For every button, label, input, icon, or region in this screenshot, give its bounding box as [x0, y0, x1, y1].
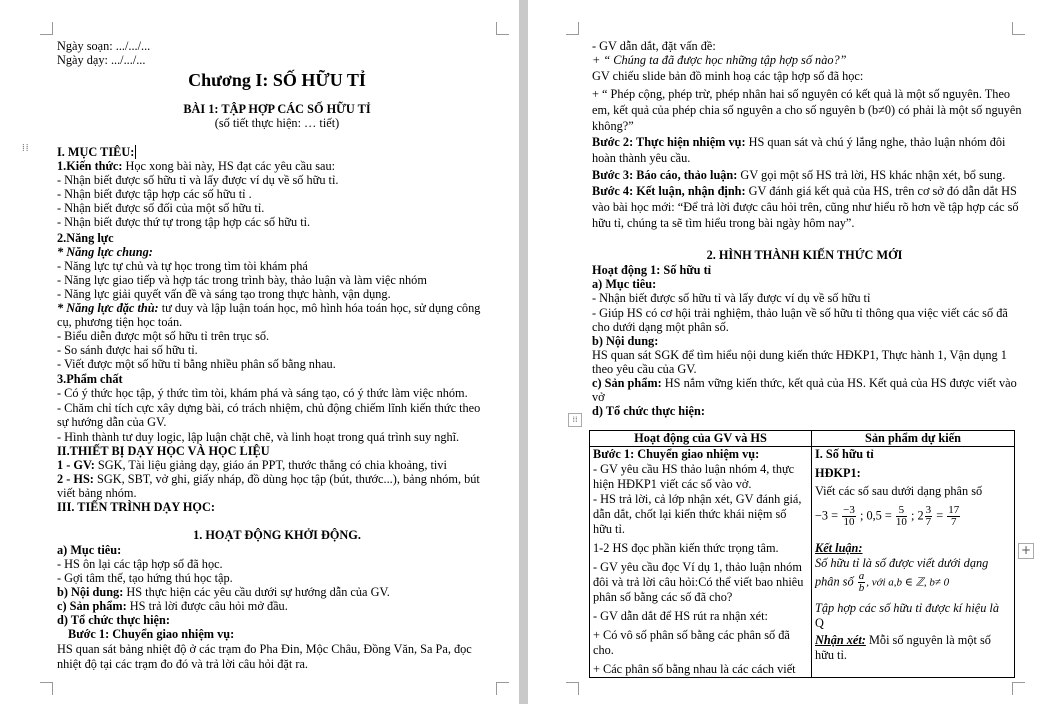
objective-item[interactable]: - HS ôn lại các tập hợp số đã học. [57, 557, 223, 571]
product-line[interactable]: c) Sản phẩm: HS trả lời được câu hỏi mở đầu. [57, 599, 288, 613]
table-header-teacher-student[interactable]: Hoạt động của GV và HS [590, 431, 812, 447]
table-line: đôi và trả lời câu hỏi:Có thể viết bao nhiêu [593, 575, 804, 589]
competence-heading[interactable]: 2.Năng lực [57, 231, 114, 245]
table-cell-activities[interactable] [590, 447, 812, 678]
step-1-label[interactable]: Bước 1: Chuyển giao nhiệm vụ: [68, 627, 235, 641]
content-item[interactable]: theo yêu cầu của GV. [592, 362, 697, 376]
knowledge-item[interactable]: - Nhận biết được số hữu tỉ và lấy được ví dụ về số hữu tỉ. [57, 173, 339, 187]
crop-mark [496, 682, 509, 695]
table-cell-products[interactable] [812, 447, 1015, 678]
activity-heading-2[interactable]: 2. HÌNH THÀNH KIẾN THỨC MỚI [706, 248, 903, 262]
date-prepared[interactable]: Ngày soạn: .../.../... [57, 39, 151, 53]
equipment-student[interactable]: 2 - HS: SGK, SBT, vở ghi, giấy nháp, đồ dùng học tập (bút, thước...), bảng nhóm, bút [57, 472, 480, 486]
table-step-label: Bước 1: Chuyển giao nhiệm vụ: [593, 447, 760, 461]
table-line: dẫn dắt, chốt lại kiến thức khái niệm số [593, 507, 787, 521]
intro-question[interactable]: + “ Chúng ta đã được học những tập hợp số nào?” [592, 53, 847, 67]
table-header-row [590, 431, 1015, 447]
step-1-text[interactable]: HS quan sát bảng nhiệt độ ở các trạm đo Pha Đin, Mộc Châu, Đồng Văn, Sa Pa, đọc [57, 642, 472, 656]
math-text: ; 0,5 = [859, 508, 892, 523]
section-equipment[interactable]: II.THIẾT BỊ DẠY HỌC VÀ HỌC LIỆU [57, 444, 270, 458]
step-2[interactable]: Bước 2: Thực hiện nhiệm vụ: HS quan sát và chú ý lắng nghe, thảo luận nhóm đôi [592, 135, 1006, 149]
step-3[interactable]: Bước 3: Báo cáo, thảo luận: GV gọi một số HS trả lời, HS khác nhận xét, bổ sung. [592, 168, 1006, 182]
intro-line[interactable]: không?” [592, 119, 634, 133]
document-page-1 [0, 0, 519, 704]
quality-item[interactable]: - Chăm chỉ tích cực xây dựng bài, có trách nhiệm, chủ động chiếm lĩnh kiến thức theo [57, 401, 481, 415]
objective-item[interactable]: - Giúp HS có cơ hội trải nghiệm, thảo luận về số hữu tỉ thông qua việc viết các số đã [592, 306, 1008, 320]
special-competence-item[interactable]: - Viết được một số hữu tỉ bằng nhiều phân số bằng nhau. [57, 357, 336, 371]
objective-item[interactable]: - Gợi tâm thế, tạo hứng thú học tập. [57, 571, 233, 585]
content-label[interactable]: b) Nội dung: [592, 334, 659, 348]
table-line: phân số bằng các số đã cho? [593, 590, 733, 604]
organization-label[interactable]: d) Tổ chức thực hiện: [57, 613, 170, 627]
table-line: - GV yêu cầu đọc Ví dụ 1, thảo luận nhóm [593, 560, 802, 574]
quality-item[interactable]: - Có ý thức học tập, ý thức tìm tòi, khám phá và sáng tạo, có ý thức làm việc nhóm. [57, 386, 468, 400]
section-objectives[interactable]: I. MỤC TIÊU: [57, 145, 135, 159]
math-text: = [936, 508, 944, 523]
crop-mark [566, 682, 579, 695]
hdkp1-task: Viết các số sau dưới dạng phân số [815, 484, 983, 498]
knowledge-item[interactable]: - Nhận biết được tập hợp các số hữu tỉ . [57, 187, 252, 201]
math-text: ; 2 [911, 508, 924, 523]
crop-mark [1012, 22, 1025, 35]
fraction: $\frac{5}{10}$ [895, 504, 907, 528]
table-line: + Có vô số phân số bằng các phân số đã [593, 628, 790, 642]
special-competence-item[interactable]: - So sánh được hai số hữu tỉ. [57, 343, 198, 357]
chapter-title[interactable]: Chương I: SỐ HỮU TỈ [188, 70, 366, 90]
special-competence-heading[interactable]: * Năng lực đặc thù: tư duy và lập luận toán học, mô hình hóa toán học, sử dụng công [57, 301, 481, 315]
objective-item[interactable]: - Nhận biết được số hữu tỉ và lấy được ví dụ về số hữu tỉ [592, 291, 871, 305]
objective-item[interactable]: cho dưới dạng một phân số. [592, 320, 729, 334]
table-line: - GV dẫn dắt để HS rút ra nhận xét: [593, 609, 768, 623]
conclusion-label: Kết luận: [815, 541, 863, 555]
knowledge-item[interactable]: - Nhận biết được số đối của một số hữu tỉ. [57, 201, 265, 215]
table-line: + Các phân số bằng nhau là các cách viết [593, 662, 796, 676]
equipment-student-cont[interactable]: viết bảng nhóm. [57, 486, 137, 500]
quality-heading[interactable]: 3.Phẩm chất [57, 372, 123, 386]
table-line: cho. [593, 643, 614, 657]
page-gutter [519, 0, 528, 704]
fraction: $\frac{17}{7}$ [948, 504, 960, 528]
step-4-cont[interactable]: vào bài học mới: “Để trả lời được câu hỏi trên, cũng như hiểu rõ hơn về tập hợp các số [592, 200, 1019, 214]
fraction: $\frac{a}{b}$ [858, 570, 865, 594]
step-1-text-cont[interactable]: nhiệt độ tại các trạm đo đó và trả lời câu hỏi đặt ra. [57, 657, 308, 671]
crop-mark [40, 22, 53, 35]
table-move-icon[interactable]: ⁞⁞ [568, 413, 582, 427]
table-line: - GV yêu cầu HS thảo luận nhóm 4, thực [593, 462, 795, 476]
activity-1-title[interactable]: Hoạt động 1: Số hữu tỉ [592, 263, 712, 277]
remark-line: Nhận xét: Mỗi số nguyên là một số [815, 633, 991, 647]
organization-label[interactable]: d) Tổ chức thực hiện: [592, 404, 705, 418]
date-taught[interactable]: Ngày dạy: .../.../... [57, 53, 146, 67]
step-4-cont[interactable]: hữu tỉ, chúng ta sẽ tìm hiểu trong bài ngày hôm nay”. [592, 216, 855, 230]
lesson-subtitle[interactable]: (số tiết thực hiện: … tiết) [214, 116, 340, 130]
hdkp1-label: HĐKP1: [815, 466, 861, 480]
intro-line[interactable]: GV chiếu slide bản đồ minh hoạ các tập hợp số đã học: [592, 69, 864, 83]
activity-table [589, 430, 1015, 678]
remark-line-cont: hữu tỉ. [815, 648, 847, 662]
product-line[interactable]: c) Sản phẩm: HS nắm vững kiến thức, kết quả của HS. Kết quả của HS được viết vào [592, 376, 1017, 390]
knowledge-item[interactable]: - Nhận biết được thứ tự trong tập hợp các số hữu tỉ. [57, 215, 311, 229]
general-competence-heading[interactable]: * Năng lực chung: [57, 245, 153, 259]
objective-label[interactable]: a) Mục tiêu: [57, 543, 122, 557]
knowledge-heading[interactable]: 1.Kiến thức: Học xong bài này, HS đạt các yêu cầu sau: [57, 159, 336, 173]
quality-item[interactable]: sự hướng dẫn của GV. [57, 415, 167, 429]
step-2-cont[interactable]: hoàn thành yêu cầu. [592, 151, 691, 165]
intro-line[interactable]: + “ Phép cộng, phép trừ, phép nhân hai số nguyên có kết quả là một số nguyên. Theo [592, 87, 1011, 101]
hdkp1-equation [815, 505, 1011, 533]
quality-item[interactable]: - Hình thành tư duy logic, lập luận chặt chẽ, và linh hoạt trong quá trình suy nghĩ. [57, 430, 460, 444]
table-line: 1-2 HS đọc phần kiến thức trọng tâm. [593, 541, 779, 555]
definition-line: Số hữu tỉ là số được viết dưới dạng [815, 556, 989, 570]
rational-number-heading: I. Số hữu tỉ [815, 447, 874, 461]
math-text: −3 = [815, 508, 839, 523]
step-4[interactable]: Bước 4: Kết luận, nhận định: GV đánh giá kết quả của HS, trên cơ sở đó dẫn dắt HS [592, 184, 1017, 198]
table-line: - HS trả lời, cả lớp nhận xét, GV đánh giá, [593, 492, 802, 506]
special-competence-item[interactable]: - Biểu diễn được một số hữu tỉ trên trục số. [57, 329, 270, 343]
crop-mark [566, 22, 579, 35]
add-icon[interactable]: + [1018, 543, 1034, 559]
fraction: $\frac{3}{7}$ [925, 504, 932, 528]
lesson-title[interactable]: BÀI 1: TẬP HỢP CÁC SỐ HỮU TỈ [183, 102, 371, 116]
definition-line: phân số $\frac{a}{b}$ , với a,b ∈ ℤ, b≠ 0 [815, 570, 950, 594]
objective-label[interactable]: a) Mục tiêu: [592, 277, 657, 291]
equipment-teacher[interactable]: 1 - GV: SGK, Tài liệu giảng dạy, giáo án PPT, thước thẳng có chia khoảng, tivi [57, 458, 447, 472]
content-item[interactable]: HS quan sát SGK để tìm hiểu nội dung kiến thức HĐKP1, Thực hành 1, Vận dụng 1 [592, 348, 1007, 362]
fraction: $\frac{-3}{10}$ [843, 504, 855, 528]
table-line: hữu tỉ. [593, 522, 625, 536]
general-competence-item[interactable]: - Năng lực giải quyết vấn đề và sáng tạo trong thực hành, vận dụng. [57, 287, 391, 301]
set-notation-symbol: Q [815, 616, 824, 630]
intro-line[interactable]: - GV dẫn dắt, đặt vấn đề: [592, 39, 716, 53]
table-row [590, 447, 1015, 678]
intro-line[interactable]: em, kết quả của phép chia số nguyên a cho số nguyên b (b≠0) có phải là một số nguyên [592, 103, 1022, 117]
activity-heading-1[interactable]: 1. HOẠT ĐỘNG KHỞI ĐỘNG. [193, 528, 361, 542]
drag-handle-icon[interactable]: ⁞⁞ [22, 143, 30, 154]
set-notation-line: Tập hợp các số hữu tỉ được kí hiệu là [815, 601, 999, 615]
general-competence-item[interactable]: - Năng lực giao tiếp và hợp tác trong trình bày, thảo luận và làm việc nhóm [57, 273, 427, 287]
crop-mark [40, 682, 53, 695]
table-header-expected-product[interactable]: Sản phẩm dự kiến [812, 431, 1015, 447]
table-line: hiện HĐKP1 viết các số vào vở. [593, 477, 752, 491]
general-competence-item[interactable]: - Năng lực tự chủ và tự học trong tìm tòi khám phá [57, 259, 308, 273]
product-line-cont[interactable]: vở [592, 390, 605, 404]
section-process[interactable]: III. TIẾN TRÌNH DẠY HỌC: [57, 500, 215, 514]
special-competence-cont[interactable]: cụ, phương tiện học toán. [57, 315, 183, 329]
crop-mark [1012, 682, 1025, 695]
crop-mark [496, 22, 509, 35]
content-line[interactable]: b) Nội dung: HS thực hiện các yêu cầu dưới sự hướng dẫn của GV. [57, 585, 390, 599]
